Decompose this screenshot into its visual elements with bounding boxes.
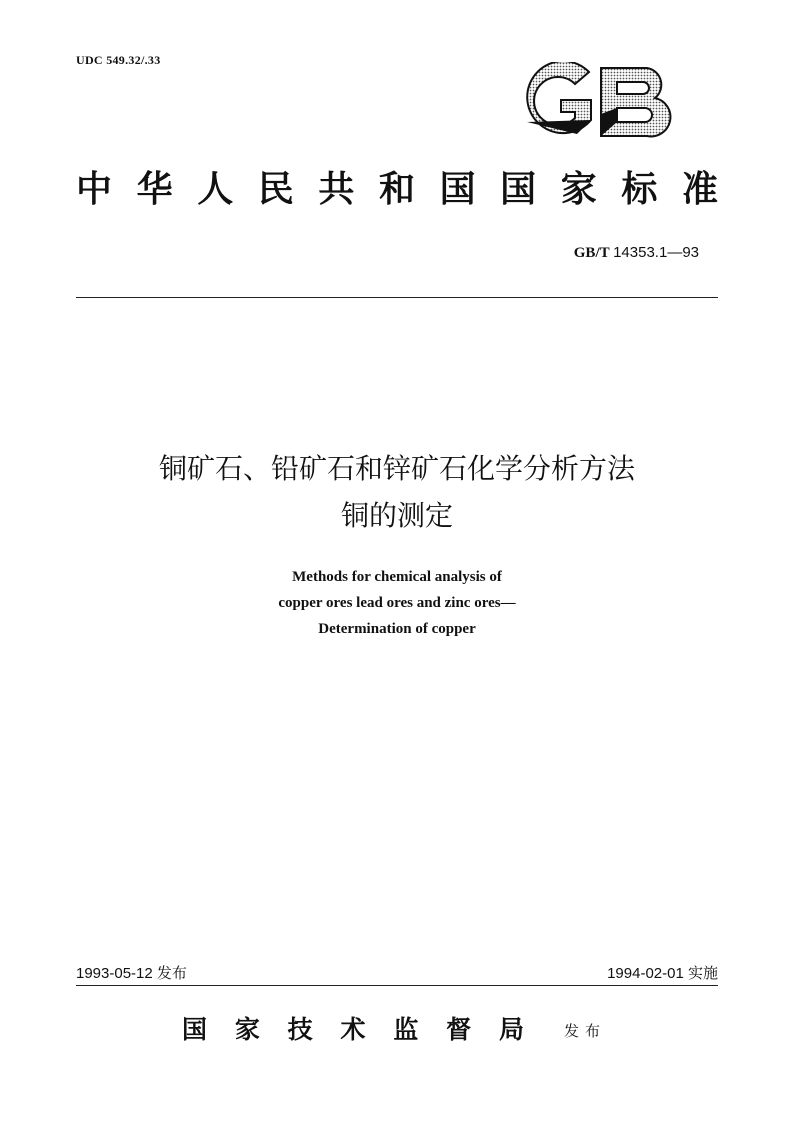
english-title-line3: Determination of copper xyxy=(318,621,476,637)
title-char: 家 xyxy=(560,168,597,210)
title-char: 和 xyxy=(378,168,415,210)
standard-number xyxy=(574,244,699,262)
implement-date xyxy=(607,962,718,983)
title-char: 国 xyxy=(500,168,537,210)
top-divider xyxy=(76,297,718,298)
chinese-title-line2: 铜的测定 xyxy=(340,499,453,532)
issue-date-value: 1993-05-12 xyxy=(76,965,153,982)
title-char: 华 xyxy=(136,168,173,210)
issue-label: 发布 xyxy=(156,964,187,982)
title-char: 标 xyxy=(621,168,658,210)
issuer-char: 国 xyxy=(182,1015,208,1044)
standard-prefix: GB/T xyxy=(573,245,610,261)
title-char: 准 xyxy=(681,168,718,210)
issuer-char: 监 xyxy=(393,1015,419,1044)
title-char: 国 xyxy=(439,168,476,210)
issuer-char: 督 xyxy=(446,1015,472,1044)
chinese-title-line1: 铜矿石、铅矿石和锌矿石化学分析方法 xyxy=(158,452,635,485)
implement-date-value: 1994-02-01 xyxy=(607,965,684,982)
standard-code: 14353.1—93 xyxy=(613,244,699,261)
title-char: 中 xyxy=(76,168,113,210)
title-char: 人 xyxy=(197,168,234,210)
issuer-char: 家 xyxy=(234,1015,260,1044)
issuing-authority xyxy=(182,1011,524,1049)
issuer-char: 术 xyxy=(340,1015,366,1044)
issuer-char: 技 xyxy=(287,1015,313,1044)
implement-label: 实施 xyxy=(687,964,718,982)
english-title-line1: Methods for chemical analysis of xyxy=(292,569,502,585)
title-char: 民 xyxy=(257,168,294,210)
national-standard-title xyxy=(76,164,718,214)
udc-code: UDC 549.32/.33 xyxy=(76,53,161,67)
english-title-line2: copper ores lead ores and zinc ores— xyxy=(278,595,516,611)
bottom-divider xyxy=(76,985,718,986)
gb-logo-icon xyxy=(517,62,675,142)
issuer-char: 局 xyxy=(498,1015,524,1044)
issue-date xyxy=(76,962,187,983)
publish-label: 发布 xyxy=(564,1022,607,1040)
title-char: 共 xyxy=(318,168,355,210)
